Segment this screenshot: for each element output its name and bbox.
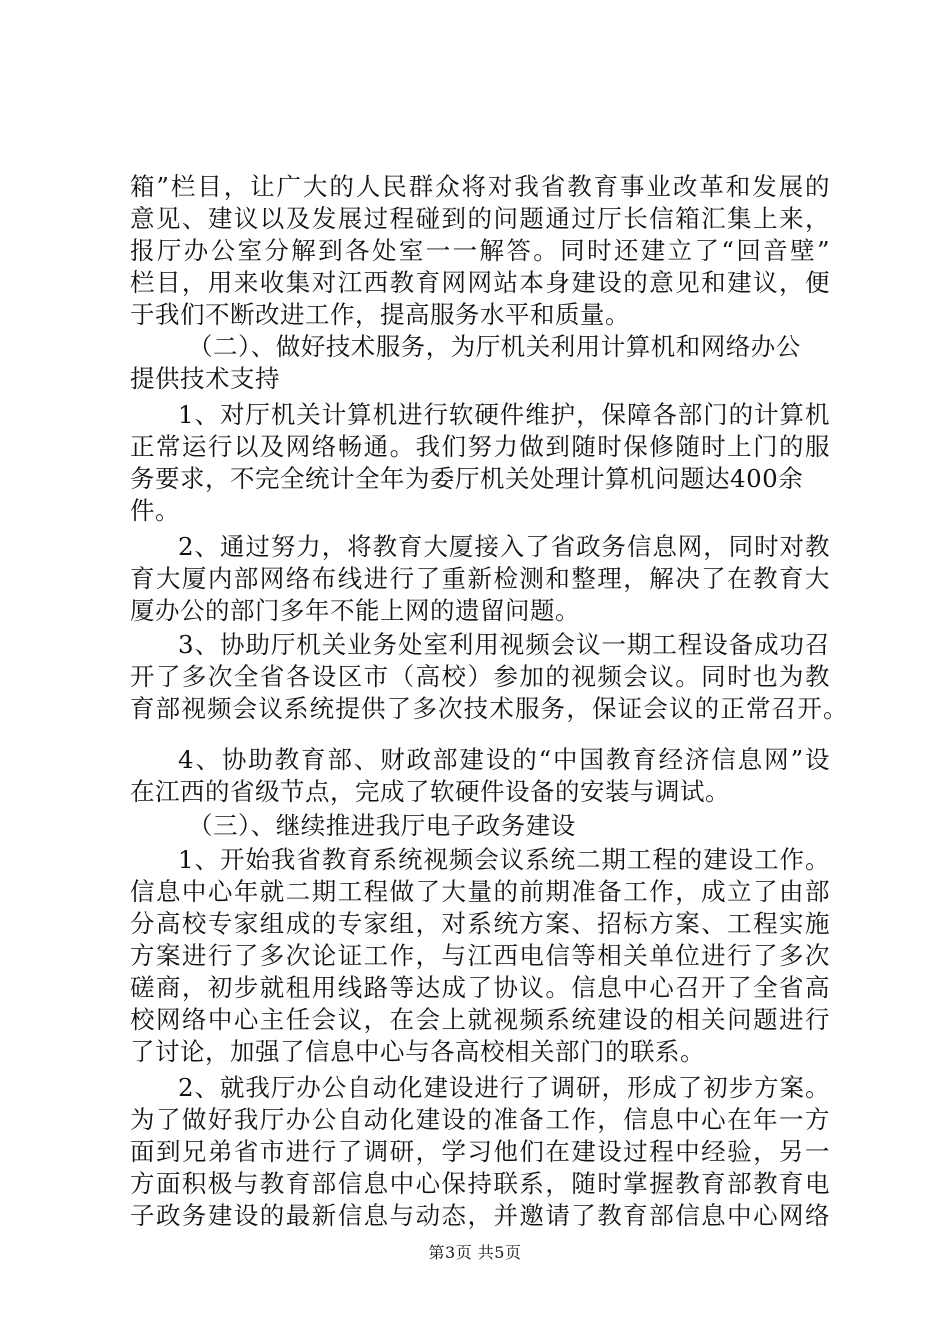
text-line: 栏目，用来收集对江西教育网网站本身建设的意见和建议，便 [130,268,830,297]
text-line: 3、协助厅机关业务处室利用视频会议一期工程设备成功召 [178,630,830,659]
text-line: 为了做好我厅办公自动化建设的准备工作，信息中心在年一方 [130,1105,830,1134]
text-line: 于我们不断改进工作，提高服务水平和质量。 [130,300,630,329]
text-line: 了讨论，加强了信息中心与各高校相关部门的联系。 [130,1037,705,1066]
text-line: 面到兄弟省市进行了调研，学习他们在建设过程中经验，另一 [130,1137,830,1166]
text-line: 报厅办公室分解到各处室一一解答。同时还建立了“回音壁” [130,236,830,265]
text-line: 育大厦内部网络布线进行了重新检测和整理，解决了在教育大 [130,564,830,593]
text-line: 2、通过努力，将教育大厦接入了省政务信息网，同时对教 [178,532,830,561]
text-line: 件。 [130,496,180,525]
section-heading: （三）、继续推进我厅电子政务建设 [188,811,576,840]
text-line: 育部视频会议系统提供了多次技术服务，保证会议的正常召开。 [130,694,848,723]
text-line: 方面积极与教育部信息中心保持联系，随时掌握教育部教育电 [130,1169,830,1198]
text-line: 厦办公的部门多年不能上网的遗留问题。 [130,596,580,625]
text-line: 子政务建设的最新信息与动态，并邀请了教育部信息中心网络 [130,1201,830,1230]
text-line: 磋商，初步就租用线路等达成了协议。信息中心召开了全省高 [130,973,830,1002]
section-heading: （二）、做好技术服务，为厅机关利用计算机和网络办公 [188,332,801,361]
text-line: 在江西的省级节点，完成了软硬件设备的安装与调试。 [130,777,730,806]
text-line: 1、开始我省教育系统视频会议系统二期工程的建设工作。 [178,845,830,874]
text-line: 1、对厅机关计算机进行软硬件维护，保障各部门的计算机 [178,400,830,429]
text-line: 方案进行了多次论证工作，与江西电信等相关单位进行了多次 [130,941,830,970]
page-number-footer: 第3页 共5页 [428,1243,522,1262]
text-line: 意见、建议以及发展过程碰到的问题通过厅长信箱汇集上来， [130,204,830,233]
text-line: 校网络中心主任会议，在会上就视频系统建设的相关问题进行 [130,1005,830,1034]
text-line: 分高校专家组成的专家组，对系统方案、招标方案、工程实施 [130,909,830,938]
text-line: 开了多次全省各设区市（高校）参加的视频会议。同时也为教 [130,662,830,691]
text-line: 务要求，不完全统计全年为委厅机关处理计算机问题达400余 [130,464,804,493]
text-line: 正常运行以及网络畅通。我们努力做到随时保修随时上门的服 [130,432,830,461]
text-line: 2、就我厅办公自动化建设进行了调研，形成了初步方案。 [178,1073,830,1102]
text-line: 4、协助教育部、财政部建设的“中国教育经济信息网”设 [178,745,830,774]
section-heading-cont: 提供技术支持 [130,364,280,393]
text-line: 信息中心年就二期工程做了大量的前期准备工作，成立了由部 [130,877,830,906]
text-line: 箱”栏目，让广大的人民群众将对我省教育事业改革和发展的 [130,172,830,201]
